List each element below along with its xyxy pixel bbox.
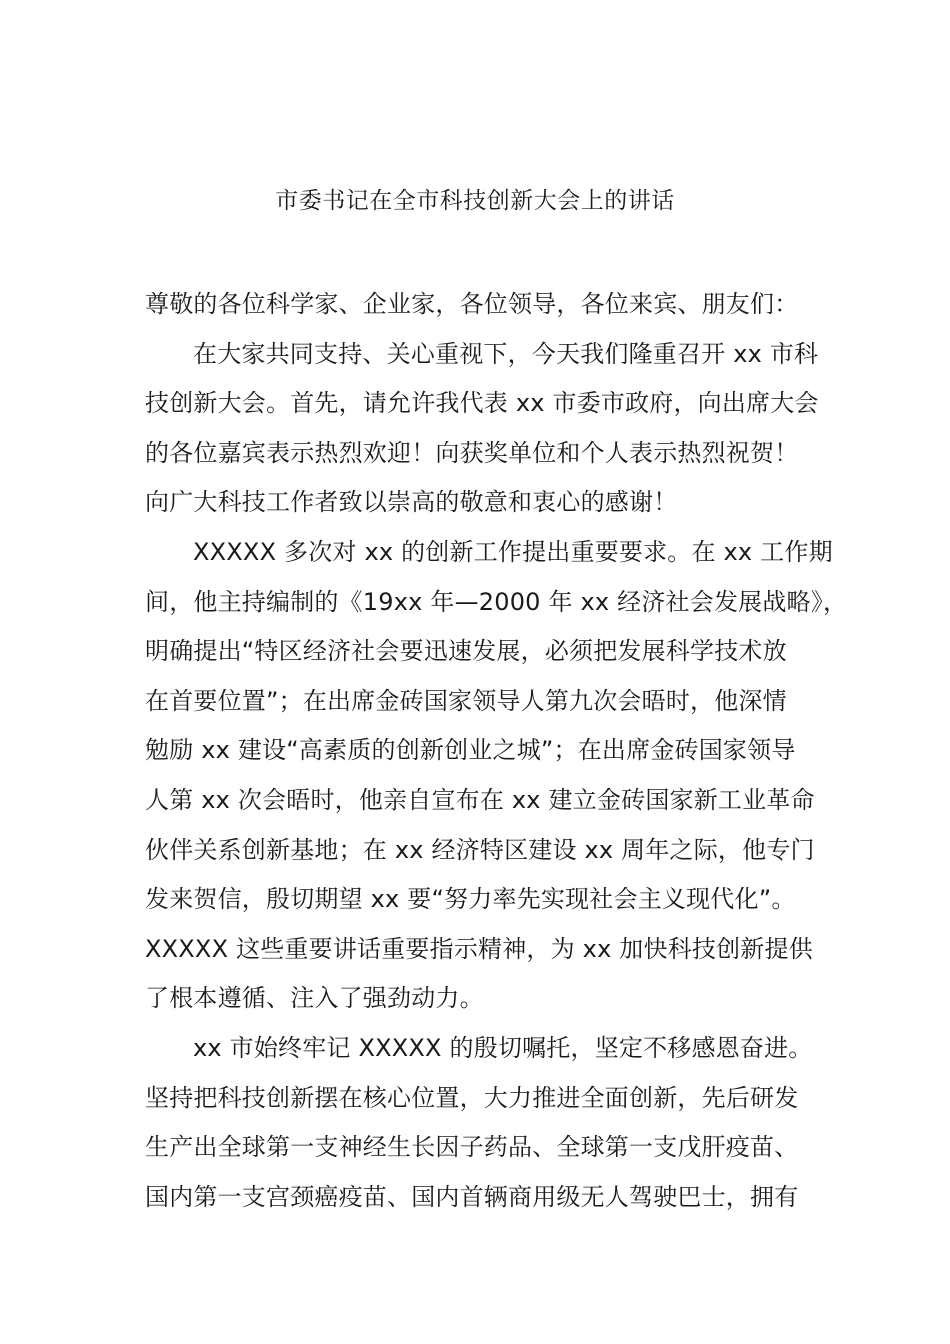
paragraph-line: 的各位嘉宾表示热烈欢迎！向获奖单位和个人表示热烈祝贺！: [145, 438, 799, 467]
paragraph-line: 在大家共同支持、关心重视下，今天我们隆重召开 xx 市科: [193, 339, 819, 368]
paragraph-line: 生产出全球第一支神经生长因子药品、全球第一支戊肝疫苗、: [145, 1133, 799, 1162]
paragraph-line: 技创新大会。首先，请允许我代表 xx 市委市政府，向出席大会: [145, 389, 819, 418]
paragraph-line: 人第 xx 次会晤时，他亲自宣布在 xx 建立金砖国家新工业革命: [145, 785, 815, 814]
paragraph-line: XXXXX 多次对 xx 的创新工作提出重要要求。在 xx 工作期: [193, 537, 833, 566]
paragraph-line: 向广大科技工作者致以崇高的敬意和衷心的感谢！: [145, 488, 678, 517]
paragraph-line: 伙伴关系创新基地；在 xx 经济特区建设 xx 周年之际，他专门: [145, 835, 815, 864]
paragraph-line: 明确提出“特区经济社会要迅速发展，必须把发展科学技术放: [145, 637, 787, 666]
document-body: [145, 280, 848, 1222]
paragraph-line: 在首要位置”；在出席金砖国家领导人第九次会晤时，他深情: [145, 686, 787, 715]
paragraph-line: 发来贺信，殷切期望 xx 要“努力率先实现社会主义现代化”。: [145, 885, 796, 914]
paragraph-line: xx 市始终牢记 XXXXX 的殷切嘱托，坚定不移感恩奋进。: [193, 1033, 813, 1062]
salutation-line: 尊敬的各位科学家、企业家，各位领导，各位来宾、朋友们：: [145, 290, 799, 318]
paragraph-line: 国内第一支宫颈癌疫苗、国内首辆商用级无人驾驶巴士，拥有: [145, 1182, 799, 1211]
paragraph-line: 勉励 xx 建设“高素质的创新创业之城”；在出席金砖国家领导: [145, 736, 796, 765]
paragraph-line: 了根本遵循、注入了强劲动力。: [145, 984, 484, 1013]
document-title: 市委书记在全市科技创新大会上的讲话: [275, 188, 675, 214]
paragraph-line: 坚持把科技创新摆在核心位置，大力推进全面创新，先后研发: [145, 1083, 799, 1112]
paragraph-line: XXXXX 这些重要讲话重要指示精神，为 xx 加快科技创新提供: [145, 934, 813, 963]
paragraph-line: 间，他主持编制的《19xx 年—2000 年 xx 经济社会发展战略》，: [145, 587, 848, 616]
